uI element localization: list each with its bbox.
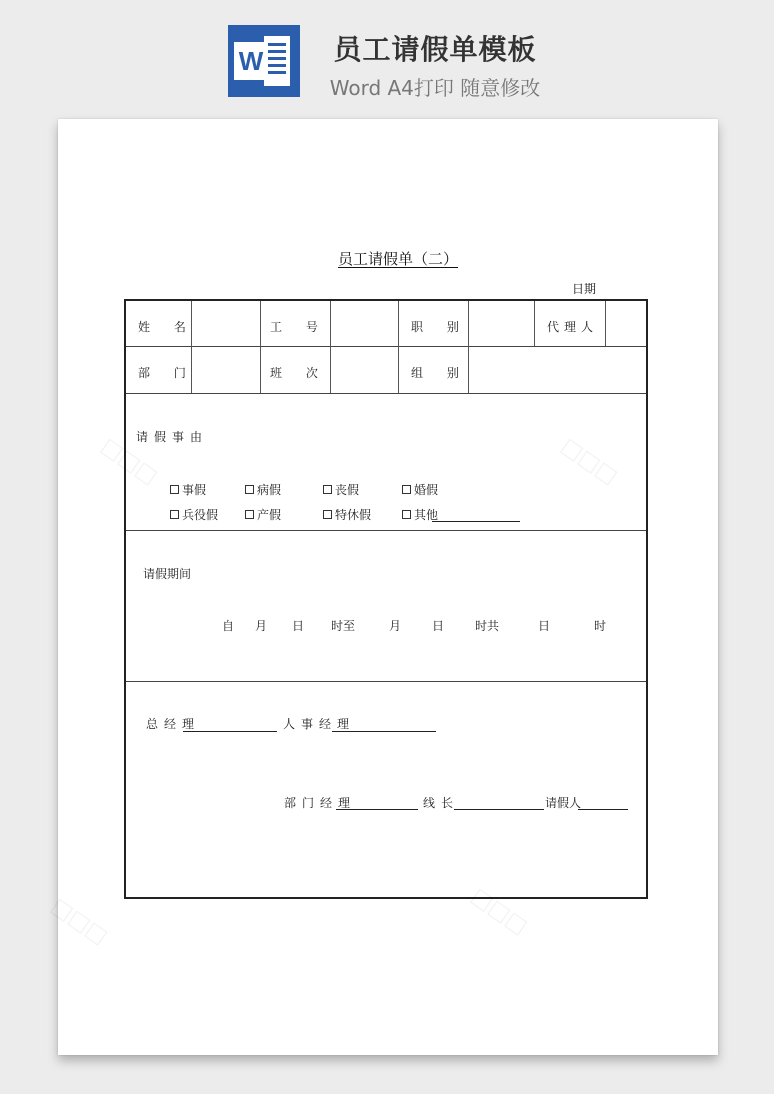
label-hr-manager: 人事经理 [283, 717, 356, 731]
option-military-leave[interactable]: 兵役假 [170, 506, 218, 523]
period-to-month: 月 [389, 619, 402, 633]
label-department: 部 门 [138, 366, 196, 380]
row-divider [126, 346, 646, 347]
col-divider [398, 301, 399, 393]
checkbox-icon[interactable] [170, 510, 179, 519]
label-leave-period: 请假期间 [143, 567, 192, 581]
option-marriage-leave[interactable]: 婚假 [402, 481, 438, 498]
checkbox-icon[interactable] [402, 510, 411, 519]
option-other-leave[interactable]: 其他 [402, 506, 438, 523]
label-name: 姓 名 [138, 320, 196, 334]
input-department[interactable] [192, 348, 259, 392]
input-group[interactable] [469, 348, 647, 392]
row-divider [126, 681, 646, 682]
row-divider [126, 393, 646, 394]
checkbox-icon[interactable] [402, 485, 411, 494]
option-special-leave[interactable]: 特休假 [323, 506, 371, 523]
template-banner [0, 0, 774, 110]
watermark: □□□ [96, 433, 162, 490]
input-employee-id[interactable] [331, 302, 397, 345]
option-bereavement-leave[interactable]: 丧假 [323, 481, 359, 498]
label-employee-id: 工 号 [270, 320, 328, 334]
option-personal-leave[interactable]: 事假 [170, 481, 206, 498]
col-divider [260, 301, 261, 393]
row-divider [126, 530, 646, 531]
checkbox-icon[interactable] [245, 510, 254, 519]
label-group: 组 别 [411, 366, 469, 380]
period-total-days: 日 [538, 619, 551, 633]
period-from-month: 月 [255, 619, 268, 633]
col-divider [534, 301, 535, 346]
label-dept-manager: 部门经理 [284, 796, 357, 810]
label-leave-reason: 请假事由 [136, 430, 209, 444]
banner-subtitle: Word A4打印 随意修改 [329, 76, 541, 100]
date-label: 日期 [572, 282, 597, 296]
label-shift: 班 次 [270, 366, 328, 380]
other-reason-blank[interactable] [432, 521, 520, 522]
hr-signature-blank[interactable] [332, 731, 436, 732]
banner-title: 员工请假单模板 [333, 33, 537, 66]
input-shift[interactable] [331, 348, 397, 392]
label-line-lead: 线长 [423, 796, 460, 810]
input-name[interactable] [192, 302, 259, 345]
option-maternity-leave[interactable]: 产假 [245, 506, 281, 523]
label-general-manager: 总经理 [146, 717, 201, 731]
word-logo-letter: W [238, 46, 264, 76]
gm-signature-blank[interactable] [183, 731, 277, 732]
period-from: 自 [222, 619, 235, 633]
dept-manager-signature-blank[interactable] [336, 809, 418, 810]
checkbox-icon[interactable] [170, 485, 179, 494]
label-agent: 代理人 [547, 320, 599, 334]
label-applicant: 请假人 [545, 796, 582, 810]
watermark: □□□ [556, 433, 622, 490]
word-icon [228, 25, 300, 97]
document-page [46, 119, 718, 1055]
watermark: □□□ [466, 883, 532, 940]
checkbox-icon[interactable] [323, 485, 332, 494]
period-to-hour-total: 时共 [475, 619, 500, 633]
line-lead-signature-blank[interactable] [454, 809, 544, 810]
period-to-day: 日 [432, 619, 445, 633]
document-title: 员工请假单（二） [338, 250, 459, 268]
checkbox-icon[interactable] [323, 510, 332, 519]
applicant-signature-blank[interactable] [578, 809, 628, 810]
period-from-day: 日 [292, 619, 305, 633]
leave-form-table [124, 299, 648, 899]
watermark: □□□ [46, 893, 112, 950]
label-position: 职 别 [411, 320, 469, 334]
period-from-hour-to: 时至 [331, 619, 356, 633]
checkbox-icon[interactable] [245, 485, 254, 494]
input-position[interactable] [469, 302, 533, 345]
option-sick-leave[interactable]: 病假 [245, 481, 281, 498]
input-agent[interactable] [606, 302, 648, 345]
period-total-hours: 时 [594, 619, 607, 633]
